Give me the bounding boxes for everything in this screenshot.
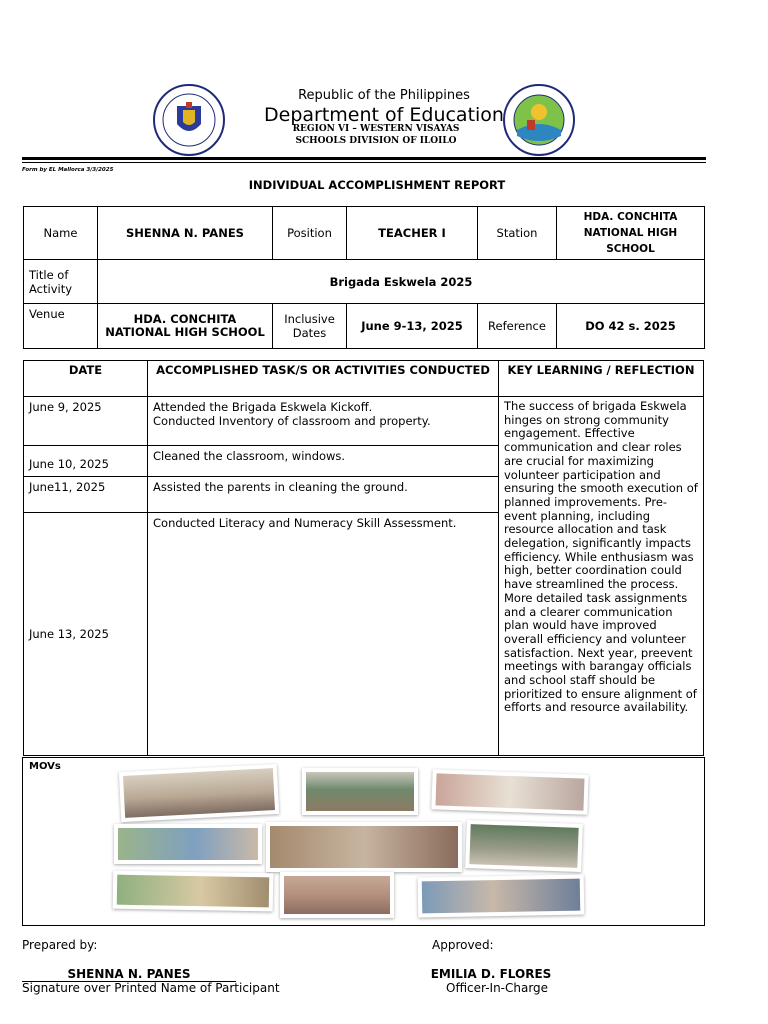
- station-label: Station: [478, 207, 557, 260]
- activity-title-value: Brigada Eskwela 2025: [98, 260, 705, 304]
- mov-photo: [280, 872, 394, 918]
- task-cell: Cleaned the classroom, windows.: [148, 446, 499, 477]
- reference-label: Reference: [478, 304, 557, 349]
- mov-photo: [465, 820, 583, 872]
- dates-label: Inclusive Dates: [273, 304, 347, 349]
- venue-value: HDA. CONCHITA NATIONAL HIGH SCHOOL: [98, 304, 273, 349]
- reference-value: DO 42 s. 2025: [557, 304, 705, 349]
- mov-photo: [431, 769, 588, 814]
- mov-photo: [266, 822, 462, 872]
- header-rule-thin: [22, 162, 706, 163]
- date-cell: June 13, 2025: [24, 513, 148, 756]
- task-cell: Assisted the parents in cleaning the ground.: [148, 477, 499, 513]
- mov-photo: [119, 764, 279, 822]
- date-cell: June 9, 2025: [24, 397, 148, 446]
- date-cell: June11, 2025: [24, 477, 148, 513]
- dates-value: June 9-13, 2025: [347, 304, 478, 349]
- approver-caption: Officer-In-Charge: [446, 981, 549, 995]
- mov-photo: [113, 871, 274, 912]
- task-cell: Conducted Literacy and Numeracy Skill Assessment.: [148, 513, 499, 756]
- col-task: ACCOMPLISHED TASK/S OR ACTIVITIES CONDUCTED: [148, 361, 499, 397]
- report-title: INDIVIDUAL ACCOMPLISHMENT REPORT: [248, 178, 506, 192]
- info-table: [23, 206, 705, 349]
- division-line: SCHOOLS DIVISION OF ILOILO: [295, 136, 457, 146]
- col-date: DATE: [24, 361, 148, 397]
- preparer-name: SHENNA N. PANES: [22, 967, 236, 982]
- prepared-by-label: Prepared by:: [22, 938, 98, 952]
- department-name: Department of Education: [264, 104, 504, 126]
- region-line: REGION VI – WESTERN VISAYAS: [292, 124, 460, 134]
- name-label: Name: [24, 207, 98, 260]
- station-value: HDA. CONCHITA NATIONAL HIGH SCHOOL: [557, 207, 705, 260]
- mov-photo: [418, 875, 585, 918]
- position-value: TEACHER I: [347, 207, 478, 260]
- mov-photo: [114, 824, 262, 864]
- header-rule-thick: [22, 157, 706, 160]
- col-reflection: KEY LEARNING / REFLECTION: [499, 361, 704, 397]
- name-value: SHENNA N. PANES: [98, 207, 273, 260]
- date-cell: June 10, 2025: [24, 446, 148, 477]
- approved-label: Approved:: [432, 938, 494, 952]
- preparer-caption: Signature over Printed Name of Participant: [22, 981, 280, 995]
- approver-name: EMILIA D. FLORES: [430, 967, 552, 981]
- form-note: Form by EL Mallorca 3/3/2025: [22, 167, 114, 173]
- venue-label: Venue: [24, 304, 98, 349]
- activity-title-label: Title of Activity: [24, 260, 98, 304]
- activities-table: [23, 360, 704, 756]
- movs-label: MOVs: [29, 761, 61, 772]
- mov-photo: [302, 768, 418, 815]
- reflection-cell: The success of brigada Eskwela hinges on strong community engagement. Effective communication and clear roles are crucial for maximizing volunteer participation and ensuring the smooth execution of planned improvements. Pre-event planning, including resource allocation and task delegation, significantly impacts efficiency. While enthusiasm was high, better coordination could have streamlined the process. More detailed task assignments and a clearer communication plan would have improved overall efficiency and volunteer satisfaction. Next year, preevent meetings with barangay officials and school staff should be prioritized to ensure alignment of efforts and resource availability.: [499, 397, 704, 756]
- task-cell: Attended the Brigada Eskwela Kickoff. Conducted Inventory of classroom and property.: [148, 397, 499, 446]
- republic-line: Republic of the Philippines: [298, 88, 470, 103]
- position-label: Position: [273, 207, 347, 260]
